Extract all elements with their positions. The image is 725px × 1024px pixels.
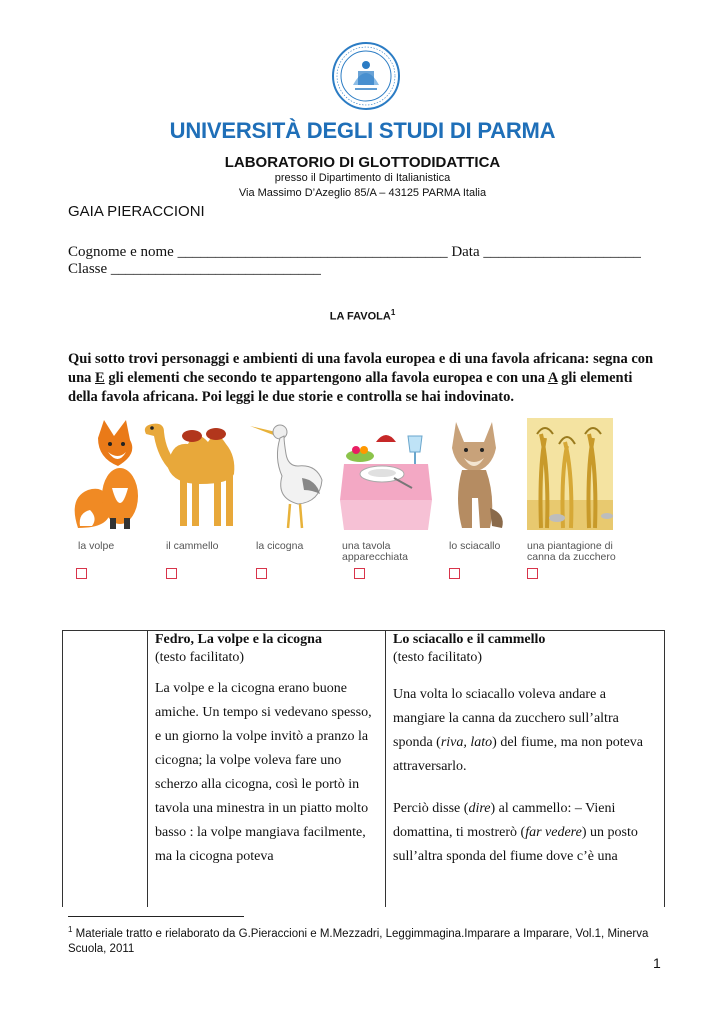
footnote [68,922,658,957]
gloss: dire [468,801,491,816]
story-paragraph-2 [393,797,659,869]
camel-icon [140,418,240,530]
university-name: UNIVERSITÀ DEGLI STUDI DI PARMA [169,118,556,143]
sugarcane-icon [527,418,613,530]
address-line: Via Massimo D’Azeglio 85/A – 43125 PARMA Italia [238,187,487,199]
picture-caption: il cammello [166,540,219,552]
text-run: ) del fiume, ma non poteva attraversarlo. [393,735,644,774]
section-title [0,308,725,323]
gloss: riva, lato [440,735,493,750]
picture-caption: lo sciacallo [449,540,501,552]
checkbox-piantagione[interactable] [527,568,538,579]
story-subtitle: (testo facilitato) [155,650,245,665]
page-number: 1 [653,955,661,971]
jackal-icon [440,418,510,530]
picture-caption: la cicogna [256,540,304,552]
text-run: ) un posto sull’altra sponda del fiume dove c’è una [393,825,638,864]
instructions-part3: gli elementi della favola africana. Poi leggi le due storie e controlla se hai indovinato. [68,370,633,405]
class-field[interactable]: Classe ____________________________ [68,261,321,277]
story-european [155,631,379,869]
mark-a: A [547,370,558,386]
stork-icon [246,418,326,530]
story-subtitle: (testo facilitato) [393,650,483,665]
gloss: far vedere [525,825,582,840]
section-title-text: LA FAVOLA [329,310,391,323]
table-divider [385,631,386,907]
stories-table [62,630,665,907]
checkbox-sciacallo[interactable] [449,568,460,579]
text-run: Perciò disse ( [393,801,469,816]
table-divider [147,631,148,907]
mark-e: E [95,370,105,386]
picture-caption: una piantagione di canna da zucchero [527,540,616,563]
instructions [68,350,658,407]
footnote-number: 1 [68,925,73,934]
checkbox-cammello[interactable] [166,568,177,579]
text-run: Una volta lo sciacallo voleva andare a mangiare la canna da zucchero sull’altra sponda ( [393,687,619,750]
footnote-text: Materiale tratto e rielaborato da G.Pieraccioni e M.Mezzadri, Leggimmagina.Imparare a Imparare, Vol.1, Minerva Scuola, 2011 [68,927,649,955]
instructions-part1: Qui sotto trovi personaggi e ambienti di una favola europea e di una favola africana: segna con una [68,351,654,386]
story-title: Lo sciacallo e il cammello [393,632,546,647]
author-name: GAIA PIERACCIONI [68,203,205,220]
checkbox-cicogna[interactable] [256,568,267,579]
lab-title: LABORATORIO DI GLOTTODIDATTICA [224,154,501,171]
story-title: Fedro, La volpe e la cicogna [155,632,322,647]
department-line: presso il Dipartimento di Italianistica [274,172,451,184]
picture-caption: la volpe [78,540,115,552]
story-african [393,631,659,869]
instructions-part2: gli elementi che secondo te appartengono alla favola europea e con una [104,370,548,386]
footnote-rule [68,916,244,917]
checkbox-tavola[interactable] [354,568,365,579]
university-seal [331,41,401,111]
text-run: ) al cammello: – Vieni domattina, ti mostrerò ( [393,801,616,840]
story-text: La volpe e la cicogna erano buone amiche. Un tempo si vedevano spesso, e un giorno la volpe invitò a pranzo la cicogna; la volpe voleva fare uno scherzo alla cicogna, così le portò in tavola una minestra in un piatto molto basso : la volpe mangiava facilmente, ma la cicogna poteva [155,681,372,864]
table-icon [336,418,436,530]
picture-caption: una tavola apparecchiata [342,540,408,563]
checkbox-volpe[interactable] [76,568,87,579]
footnote-ref: 1 [390,308,396,317]
story-paragraph-1 [393,683,659,779]
name-date-field[interactable]: Cognome e nome ____________________________________ Data _____________________ [68,244,641,260]
